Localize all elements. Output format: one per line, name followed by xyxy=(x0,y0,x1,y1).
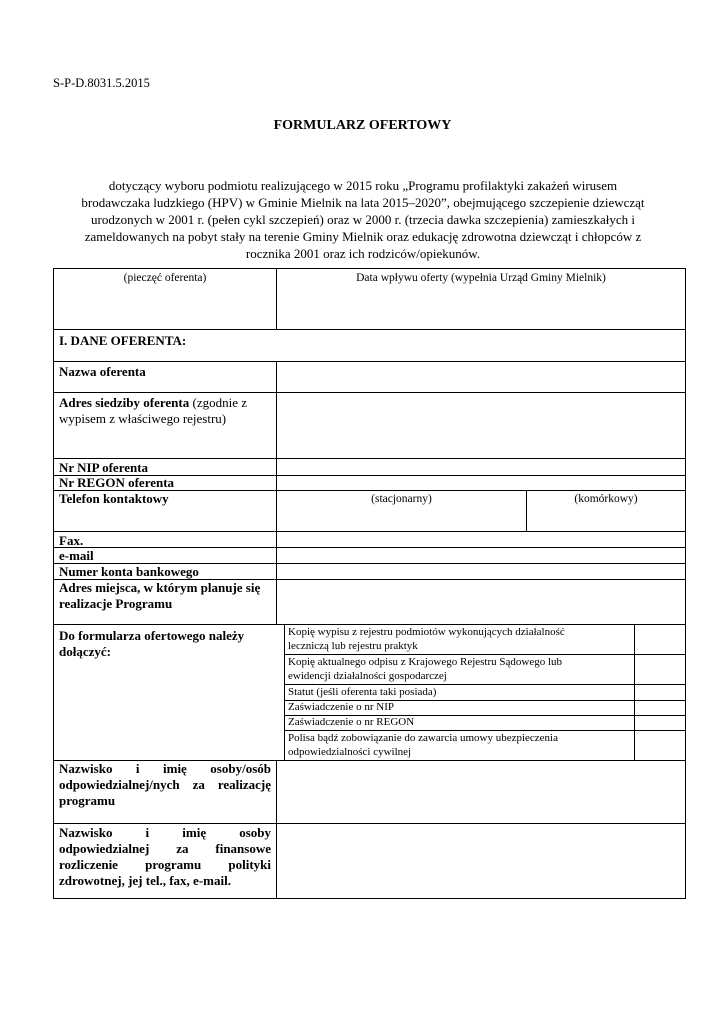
nip-label: Nr NIP oferenta xyxy=(59,460,149,475)
row-divider xyxy=(54,624,685,625)
attachment-text: odpowiedzialności cywilnej xyxy=(288,745,412,758)
intro-line: rocznika 2001 oraz ich rodziców/opiekunów. xyxy=(245,246,481,261)
attachment-checkbox[interactable] xyxy=(635,716,685,729)
attachment-item xyxy=(288,732,633,759)
address-label-bold: Adres siedziby oferenta xyxy=(59,395,190,410)
responsible-person-field[interactable] xyxy=(277,761,685,822)
attachment-item xyxy=(288,656,633,683)
offer-form-table xyxy=(53,268,686,899)
attachment-checkbox[interactable] xyxy=(635,655,685,683)
program-location-label xyxy=(59,580,260,612)
attachment-text: Kopię wypisu z rejestru podmiotów wykonujących działalność xyxy=(288,626,565,638)
attachment-checkbox[interactable] xyxy=(635,625,685,653)
name-field[interactable] xyxy=(277,362,685,391)
label-line: odpowiedzialnej/nych za realizację xyxy=(59,777,271,792)
attachment-item xyxy=(288,686,633,700)
email-field[interactable] xyxy=(277,548,685,562)
intro-line: dotyczący wyboru podmiotu realizującego w 2015 roku „Programu profilaktyki zakażeń wirusem xyxy=(108,178,618,193)
regon-field[interactable] xyxy=(277,476,685,489)
label-line: zdrowotnej, jej tel., fax, e-mail. xyxy=(59,873,231,888)
nip-field[interactable] xyxy=(277,459,685,474)
stamp-label: (pieczęć oferenta) xyxy=(123,272,207,284)
address-label xyxy=(59,395,271,427)
section-title: I. DANE OFERENTA: xyxy=(59,333,187,348)
attachment-divider xyxy=(284,730,685,731)
address-field[interactable] xyxy=(277,393,685,457)
label-line: Nazwisko i imię osoby xyxy=(59,825,271,840)
document-title: FORMULARZ OFERTOWY xyxy=(273,118,452,133)
label-line: rozliczenie programu polityki xyxy=(59,857,271,872)
row-divider xyxy=(54,329,685,330)
receipt-date-field[interactable] xyxy=(277,287,685,327)
attachment-text: Zaświadczenie o nr REGON xyxy=(288,716,415,728)
attachment-checkbox[interactable] xyxy=(635,701,685,714)
finance-person-label xyxy=(59,825,271,889)
attachment-item xyxy=(288,626,633,653)
attachment-checkbox[interactable] xyxy=(635,685,685,699)
intro-line: brodawczaka ludzkiego (HPV) w Gminie Mielnik na lata 2015–2020”, obejmującego szczepienie dziewcząt xyxy=(81,195,645,210)
responsible-person-label xyxy=(59,761,271,809)
attachment-text: Zaświadczenie o nr NIP xyxy=(288,701,394,713)
address-note: wypisem z właściwego rejestru) xyxy=(59,411,227,426)
document-reference: S-P-D.8031.5.2015 xyxy=(53,76,150,90)
bank-account-field[interactable] xyxy=(277,564,685,578)
attachment-text: ewidencji działalności gospodarczej xyxy=(288,669,447,682)
label-line: realizacje Programu xyxy=(59,596,173,611)
fax-label: Fax. xyxy=(59,533,84,548)
attachment-item xyxy=(288,701,633,715)
attachment-checkbox[interactable] xyxy=(635,731,685,759)
attachment-text: Kopię aktualnego odpisu z Krajowego Rejestru Sądowego lub xyxy=(288,656,563,668)
label-line: dołączyć: xyxy=(59,644,111,659)
receipt-date-label: Data wpływu oferty (wypełnia Urząd Gminy Mielnik) xyxy=(356,272,606,284)
name-label: Nazwa oferenta xyxy=(59,364,146,379)
attachments-label xyxy=(59,628,244,660)
finance-person-field[interactable] xyxy=(277,824,685,898)
address-note: (zgodnie z xyxy=(192,395,247,410)
attachment-divider xyxy=(284,684,685,685)
fax-field[interactable] xyxy=(277,532,685,546)
attachment-text: leczniczą lub rejestru praktyk xyxy=(288,639,418,652)
phone-label: Telefon kontaktowy xyxy=(59,491,169,506)
column-divider xyxy=(284,624,285,760)
email-label: e-mail xyxy=(59,548,94,563)
program-location-field[interactable] xyxy=(277,580,685,623)
attachment-divider xyxy=(284,654,685,655)
label-line: Nazwisko i imię osoby/osób xyxy=(59,761,271,776)
attachment-item xyxy=(288,716,633,730)
label-line: Adres miejsca, w którym planuje się xyxy=(59,580,261,595)
phone-landline-field[interactable]: (stacjonarny) xyxy=(371,493,432,505)
label-line: odpowiedzialnej za finansowe xyxy=(59,841,271,856)
regon-label: Nr REGON oferenta xyxy=(59,475,175,490)
phone-mobile-field[interactable]: (komórkowy) xyxy=(574,493,638,505)
label-line: programu xyxy=(59,793,116,808)
bank-account-label: Numer konta bankowego xyxy=(59,564,199,579)
intro-line: urodzonych w 2001 r. (pełen cykl szczepień) oraz w 2000 r. (trzecia dawka szczepienia) zamieszkałych i xyxy=(91,212,635,227)
label-line: Do formularza ofertowego należy xyxy=(59,628,245,643)
attachment-text: Polisa bądź zobowiązanie do zawarcia umowy ubezpieczenia xyxy=(288,732,558,744)
attachment-text: Statut (jeśli oferenta taki posiada) xyxy=(288,686,437,698)
intro-paragraph xyxy=(52,177,674,262)
intro-line: zameldowanych na pobyt stały na terenie Gminy Mielnik oraz edukację zdrowotna dziewcząt i chłopców z xyxy=(84,229,642,244)
